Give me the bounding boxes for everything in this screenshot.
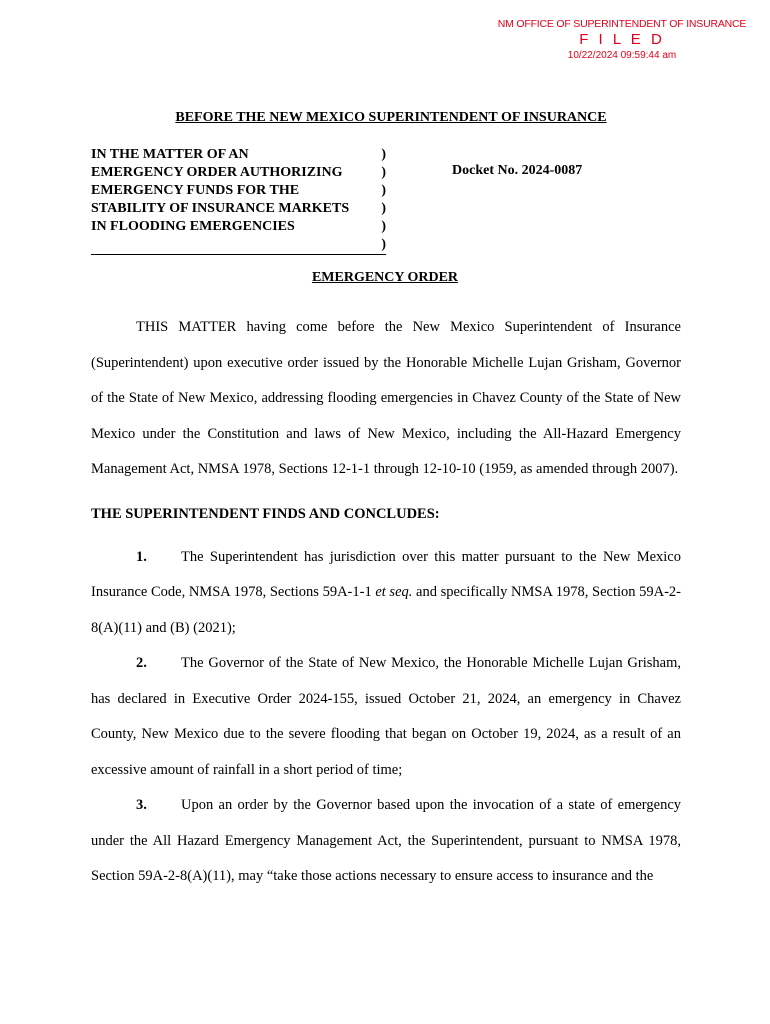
caption-line	[91, 200, 386, 218]
caption-line	[91, 218, 386, 236]
caption-bracket: )	[381, 147, 386, 162]
caption-line	[91, 236, 386, 255]
stamp-office: NM OFFICE OF SUPERINTENDENT OF INSURANCE	[497, 18, 747, 30]
case-caption	[91, 146, 386, 255]
caption-bracket: )	[381, 201, 386, 216]
caption-text: EMERGENCY FUNDS FOR THE	[91, 183, 300, 198]
finding-text-after: and specifically NMSA 1978, Section 59A-2- 8(A)(11) and (B) (2021);	[91, 584, 682, 636]
docket-number: Docket No. 2024-0087	[452, 163, 583, 178]
caption-line	[91, 182, 386, 200]
intro-paragraph: THIS MATTER having come before the New Mexico Superintendent of Insurance (Superintendent) upon executive order issued by the Honorable Michelle Lujan Grisham, Governor of the State of New Mexico, addressing flooding emergencies in Chavez County of the State of New Mexico under the Constitution and laws of New Mexico, including the All-Hazard Emergency Management Act, NMSA 1978, Sections 12-1-1 through 12-10-10 (1959, as amended through 2007).	[91, 319, 681, 477]
finding-item	[91, 788, 681, 895]
stamp-timestamp: 10/22/2024 09:59:44 am	[567, 50, 677, 61]
finding-item	[91, 646, 681, 788]
caption-bracket: )	[381, 165, 386, 180]
findings-heading: THE SUPERINTENDENT FINDS AND CONCLUDES:	[91, 505, 440, 522]
caption-bracket: )	[381, 183, 386, 198]
finding-italic: et seq.	[375, 584, 413, 600]
document-heading: BEFORE THE NEW MEXICO SUPERINTENDENT OF INSURANCE	[175, 110, 607, 125]
finding-number: 1.	[136, 548, 147, 565]
caption-text: EMERGENCY ORDER AUTHORIZING	[91, 165, 343, 180]
caption-text: IN THE MATTER OF AN	[91, 147, 249, 162]
finding-text: The Governor of the State of New Mexico, the Honorable Michelle Lujan Grisham, has declared in Executive Order 2024-155, issued October 21, 2024, an emergency in Chavez County, New Mexico due to the severe flooding that began on October 19, 2024, as a result of an excessive amount of rainfall in a short period of time;	[91, 655, 681, 778]
caption-text: IN FLOODING EMERGENCIES	[91, 219, 295, 234]
finding-number: 3.	[136, 797, 147, 813]
filed-stamp	[492, 18, 752, 61]
finding-text: The Superintendent has jurisdiction over this matter pursuant to the New Mexico Insurance Code, NMSA 1978, Sections 59A-1-1	[91, 548, 681, 600]
caption-bracket: )	[381, 219, 386, 234]
finding-number: 2.	[136, 655, 147, 671]
caption-line	[91, 146, 386, 164]
order-title: EMERGENCY ORDER	[311, 270, 459, 285]
caption-line	[91, 164, 386, 182]
finding-text: Upon an order by the Governor based upon the invocation of a state of emergency under the All Hazard Emergency Management Act, the Superintendent, pursuant to NMSA 1978, Section 59A-2-8(A)(11), may “take those actions necessary to ensure access to insurance and the	[91, 797, 681, 884]
finding-item	[91, 540, 681, 647]
caption-text: STABILITY OF INSURANCE MARKETS	[91, 201, 350, 216]
document-body	[91, 310, 681, 895]
stamp-filed: F I L E D	[579, 31, 665, 48]
caption-bracket: )	[381, 237, 386, 252]
